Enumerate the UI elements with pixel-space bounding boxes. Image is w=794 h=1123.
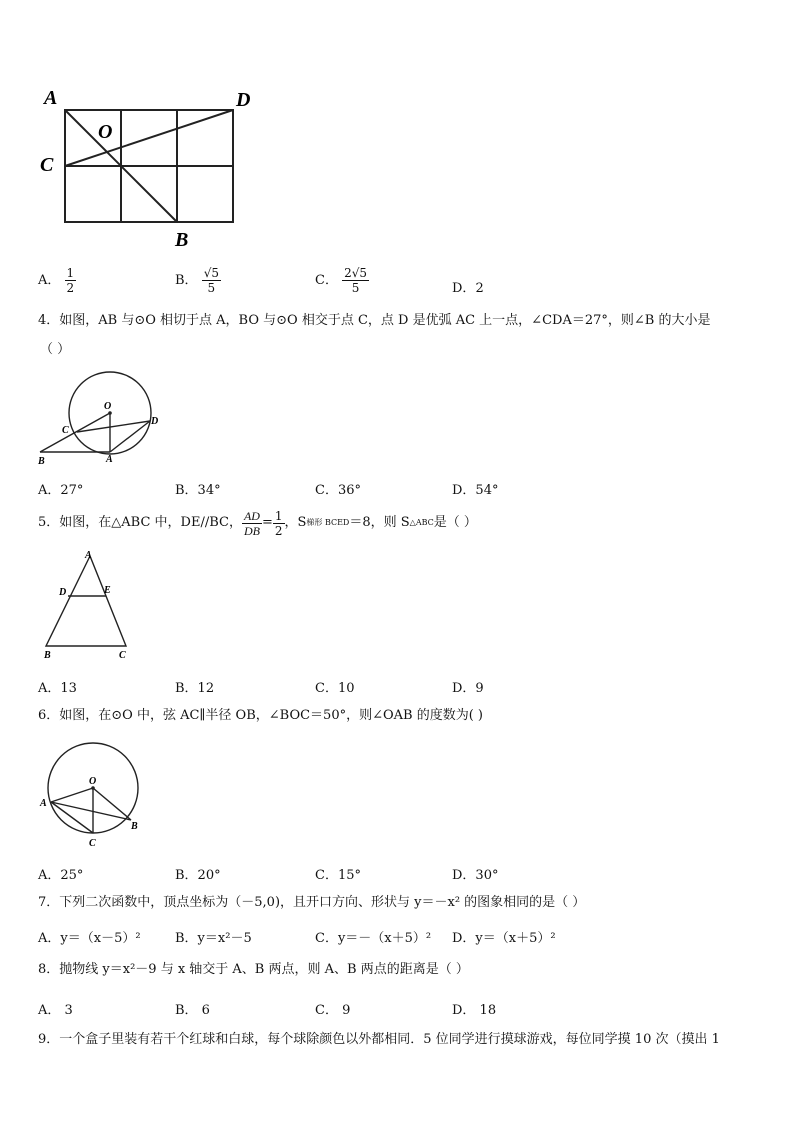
q6-option-d[interactable]: D．30° bbox=[452, 868, 499, 883]
q5-option-a[interactable]: A．13 bbox=[38, 681, 77, 696]
q3-option-b-letter: B． bbox=[175, 273, 198, 288]
q8-option-b[interactable]: B． 6 bbox=[175, 1003, 210, 1018]
q6-label-o: O bbox=[89, 776, 97, 787]
q7-option-c[interactable]: C．y＝－（x＋5）² bbox=[315, 931, 432, 946]
q5-label-c: C bbox=[119, 650, 126, 661]
q5-triangle-figure bbox=[38, 546, 138, 662]
q6-label-a: A bbox=[40, 798, 47, 809]
q5-stem-mid2: ＝8，则 S bbox=[349, 515, 410, 530]
q3-option-d-text: 2 bbox=[475, 281, 484, 296]
q4-option-c[interactable]: C．36° bbox=[315, 483, 361, 498]
q4-label-d: D bbox=[151, 416, 159, 427]
q6-stem: 6．如图，在⊙O 中，弦 AC∥半径 OB，∠BOC＝50°，则∠OAB 的度数为( ) bbox=[38, 708, 484, 723]
q3-label-a: A bbox=[44, 87, 58, 109]
q5-label-e: E bbox=[104, 585, 111, 596]
q3-option-b-fraction bbox=[202, 266, 221, 295]
q5-option-b[interactable]: B．12 bbox=[175, 681, 215, 696]
q7-option-a[interactable]: A．y＝（x－5）² bbox=[38, 931, 141, 946]
q4-option-b[interactable]: B．34° bbox=[175, 483, 221, 498]
q3-option-d-letter: D． bbox=[452, 281, 476, 296]
q3-option-c[interactable] bbox=[315, 266, 369, 295]
q5-label-a: A bbox=[85, 550, 92, 561]
q5-label-d: D bbox=[59, 587, 67, 598]
q3-grid-figure bbox=[36, 84, 266, 260]
q5-fraction-half bbox=[273, 509, 285, 538]
q3-option-b-num: √5 bbox=[203, 266, 219, 280]
q3-option-b-den: 5 bbox=[207, 281, 216, 295]
q5-frac2-den: 2 bbox=[274, 523, 283, 538]
q8-option-c[interactable]: C． 9 bbox=[315, 1003, 351, 1018]
q4-circle-figure bbox=[30, 366, 180, 468]
q3-option-c-fraction bbox=[342, 266, 369, 295]
q4-option-d[interactable]: D．54° bbox=[452, 483, 499, 498]
q3-label-c: C bbox=[40, 154, 54, 176]
q9-stem: 9．一个盒子里装有若干个红球和白球，每个球除颜色以外都相同．5 位同学进行摸球游戏，每位同学摸 10 次（摸出 1 bbox=[38, 1032, 720, 1047]
q4-option-a[interactable]: A．27° bbox=[38, 483, 84, 498]
q8-stem: 8．抛物线 y＝x²－9 与 x 轴交于 A、B 两点，则 A、B 两点的距离是（ ） bbox=[38, 962, 469, 977]
q5-frac2-num: 1 bbox=[274, 508, 283, 523]
q5-stem-mid: ，S bbox=[284, 515, 307, 530]
q4-stem-line1: 4．如图，AB 与⊙O 相切于点 A，BO 与⊙O 相交于点 C，点 D 是优弧 AC 上一点，∠CDA＝27°，则∠B 的大小是 bbox=[38, 313, 711, 328]
q4-label-c: C bbox=[62, 425, 69, 436]
q3-label-b: B bbox=[175, 229, 189, 251]
q5-option-c[interactable]: C．10 bbox=[315, 681, 355, 696]
q6-label-c: C bbox=[89, 838, 96, 849]
q3-option-a-letter: A． bbox=[38, 273, 61, 288]
q5-frac1-den: DB bbox=[243, 523, 260, 538]
q6-circle-figure bbox=[34, 738, 150, 850]
q8-option-a[interactable]: A． 3 bbox=[38, 1003, 73, 1018]
q6-option-b[interactable]: B．20° bbox=[175, 868, 221, 883]
q5-equals: = bbox=[261, 515, 273, 530]
q7-stem: 7．下列二次函数中，顶点坐标为（－5,0)，且开口方向、形状与 y＝－x² 的图象相同的是（ ） bbox=[38, 895, 586, 910]
q6-option-c[interactable]: C．15° bbox=[315, 868, 361, 883]
q3-option-d[interactable] bbox=[452, 277, 484, 296]
q4-label-b: B bbox=[38, 456, 45, 467]
q5-stem bbox=[38, 506, 477, 540]
q5-stem-prefix: 5．如图，在△ABC 中，DE//BC， bbox=[38, 515, 242, 530]
q7-option-d[interactable]: D．y＝（x＋5）² bbox=[452, 931, 556, 946]
q3-option-c-letter: C． bbox=[315, 273, 338, 288]
q5-fraction-ad-db bbox=[242, 509, 262, 538]
q4-label-o: O bbox=[104, 401, 112, 412]
q3-option-c-den: 5 bbox=[351, 281, 360, 295]
q3-option-a-fraction bbox=[65, 266, 77, 295]
q3-label-d: D bbox=[236, 89, 251, 111]
q5-frac1-num: AD bbox=[243, 508, 260, 523]
q5-sub-trapezoid: 梯形 BCED bbox=[306, 518, 350, 527]
q3-option-b[interactable] bbox=[175, 266, 221, 295]
q5-stem-suffix: 是（ ） bbox=[433, 515, 477, 530]
q6-option-a[interactable]: A．25° bbox=[38, 868, 84, 883]
q3-option-a[interactable] bbox=[38, 266, 76, 295]
q3-label-o: O bbox=[98, 121, 113, 143]
q4-stem-line2: （ ） bbox=[40, 342, 71, 357]
q8-option-d[interactable]: D． 18 bbox=[452, 1003, 497, 1018]
q6-label-b: B bbox=[131, 821, 138, 832]
q3-option-a-num: 1 bbox=[66, 266, 75, 280]
q4-label-a: A bbox=[106, 454, 113, 465]
q5-option-d[interactable]: D．9 bbox=[452, 681, 484, 696]
q3-option-a-den: 2 bbox=[66, 281, 75, 295]
q7-option-b[interactable]: B．y＝x²－5 bbox=[175, 931, 252, 946]
q5-label-b: B bbox=[44, 650, 51, 661]
q3-option-c-num: 2√5 bbox=[344, 266, 368, 280]
q5-sub-triangle: △ABC bbox=[409, 518, 434, 527]
